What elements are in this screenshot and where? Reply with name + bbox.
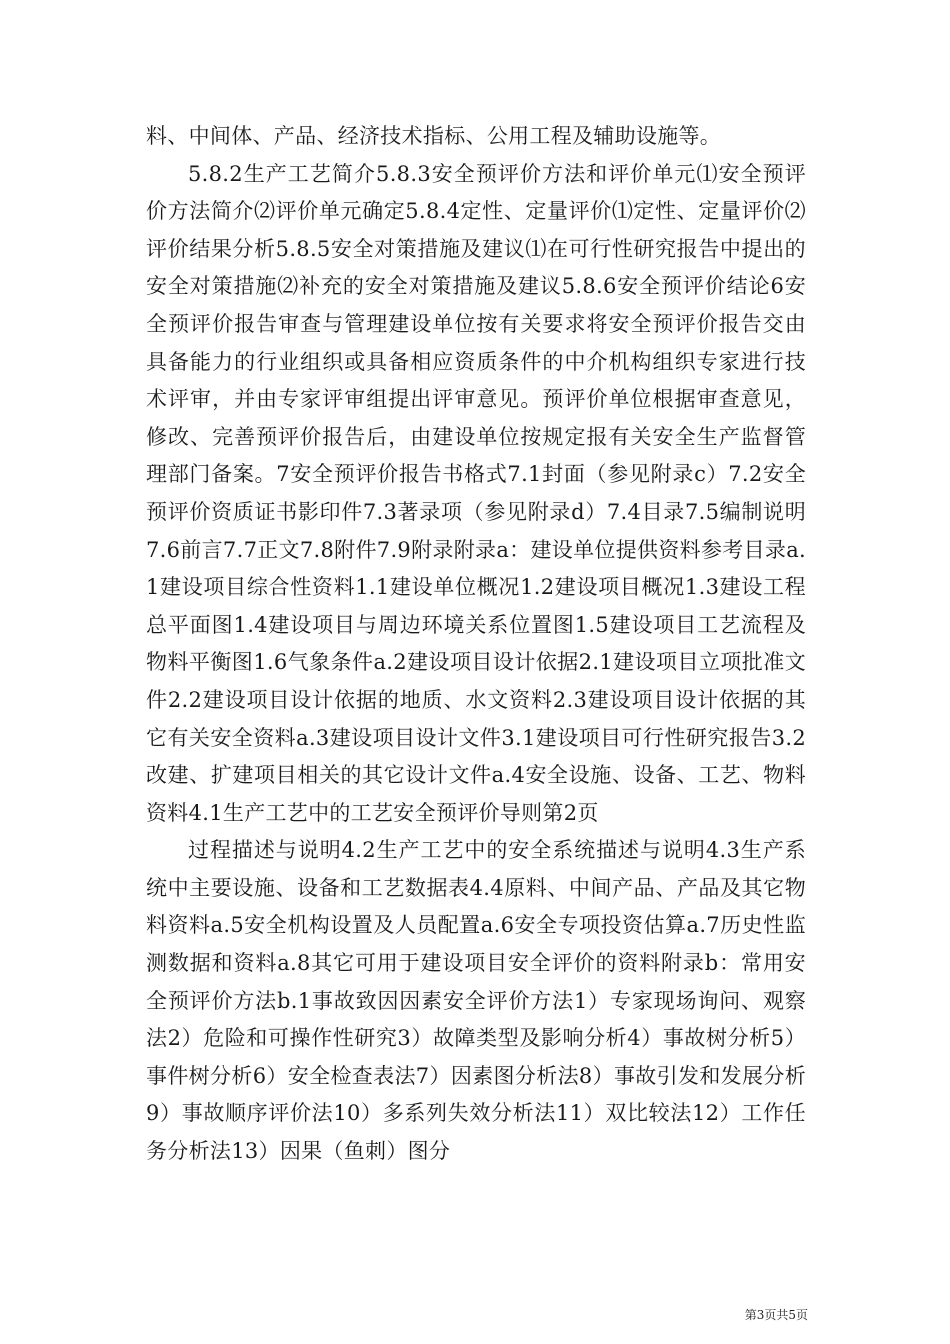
paragraph-process-description: 过程描述与说明4.2生产工艺中的安全系统描述与说明4.3生产系统中主要设施、设备和工艺数据表4.4原料、中间产品、产品及其它物料资料a.5安全机构设置及人员配置a.6安全专项投资估算a.7历史性监测数据和资料a.8其它可用于建设项目安全评价的资料附录b：常用安全预评价方法b.1事故致因因素安全评价方法1）专家现场询问、观察法2）危险和可操作性研究3）故障类型及影响分析4）事故树分析5）事件树分析6）安全检查表法7）因素图分析法8）事故引发和发展分析9）事故顺序评价法10）多系列失效分析法11）双比较法12）工作任务分析法13）因果（鱼刺）图分 bbox=[146, 838, 806, 1164]
paragraph-continuation: 料、中间体、产品、经济技术指标、公用工程及辅助设施等。 bbox=[146, 124, 722, 148]
paragraph-evaluation-contents: 5.8.2生产工艺简介5.8.3安全预评价方法和评价单元⑴安全预评价方法简介⑵评价单元确定5.8.4定性、定量评价⑴定性、定量评价⑵评价结果分析5.8.5安全对策措施及建议⑴在可行性研究报告中提出的安全对策措施⑵补充的安全对策措施及建议5.8.6安全预评价结论6安全预评价报告审查与管理建设单位按有关要求将安全预评价报告交由具备能力的行业组织或具备相应资质条件的中介机构组织专家进行技术评审，并由专家评审组提出评审意见。预评价单位根据审查意见，修改、完善预评价报告后，由建设单位按规定报有关安全生产监督管理部门备案。7安全预评价报告书格式7.1封面（参见附录c）7.2安全预评价资质证书影印件7.3著录项（参见附录d）7.4目录7.5编制说明7.6前言7.7正文7.8附件7.9附录附录a：建设单位提供资料参考目录a.1建设项目综合性资料1.1建设单位概况1.2建设项目概况1.3建设工程总平面图1.4建设项目与周边环境关系位置图1.5建设项目工艺流程及物料平衡图1.6气象条件a.2建设项目设计依据2.1建设项目立项批准文件2.2建设项目设计依据的地质、水文资料2.3建设项目设计依据的其它有关安全资料a.3建设项目设计文件3.1建设项目可行性研究报告3.2改建、扩建项目相关的其它设计文件a.4安全设施、设备、工艺、物料资料4.1生产工艺中的工艺安全预评价导则第2页 bbox=[146, 161, 806, 825]
document-body bbox=[146, 118, 806, 1171]
page-number: 第3页共5页 bbox=[744, 1308, 808, 1322]
